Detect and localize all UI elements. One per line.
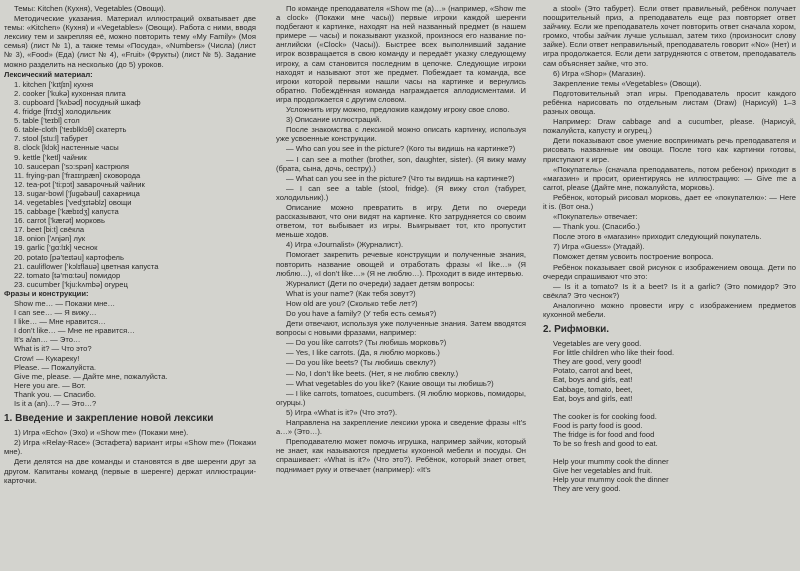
paragraph: Do you have a family? (У тебя есть семья?) — [286, 309, 437, 318]
paragraph: — Who can you see in the picture? (Кого ты видишь на картинке?) — [286, 144, 516, 154]
vocab-item: 13. sugar-bowl [’ʃugəbəul] сахарница — [14, 188, 140, 198]
column-3 — [543, 4, 796, 494]
column-2-text — [276, 4, 526, 474]
poem-line: They are very good. — [553, 484, 621, 494]
phrases-title: Фразы и конструкции: — [4, 288, 89, 298]
poem-line: For little children who like their food. — [553, 348, 675, 358]
paragraph: Дети показывают свое умение воспринимать речь преподавателя и рисовать названные им овощи. После того как картинки готовы, приступают к игре. — [543, 136, 796, 164]
phrase-item: I like… — Мне нравится… — [14, 317, 106, 327]
paragraph: a stool» (Это табурет). Если ответ правильный, ребёнок получает поощрительный приз, а преподаватель еще раз повторяет ответ зайчику. Если же преподаватель хочет повторить ответ сначала хором, громко, чтобы зайчик лучше услышал, затем тихо (произносит слову зайке). Если ответ неправильный, преподаватель говорит «No» (Нет) и игра продолжается. Если дети затрудняются с ответом, преподаватель сам объясняет зайке, что это. — [543, 4, 796, 68]
poem-line: The fridge is for food and food — [553, 429, 655, 439]
vocab-item: 22. tomato [tə’mɑ:təu] помидор — [14, 270, 121, 280]
paragraph: 5) Игра «What is it?» (Что это?). — [286, 407, 398, 417]
section-1-text — [4, 428, 256, 485]
vocab-item: 5. table [’teɪbl] стол — [14, 116, 80, 126]
poem-line: Eat, boys and girls, eat! — [553, 375, 633, 385]
paragraph: После знакомства с лексикой можно описать картинку, используя уже усвоенные конструкции. — [276, 125, 526, 144]
column-2 — [276, 4, 526, 475]
phrases-list — [4, 299, 256, 408]
paragraph: — Is it a tomato? Is it a beet? Is it a garlic? (Это помидор? Это свёкла? Это чеснок?) — [543, 281, 796, 300]
paragraph: Преподавателю может помочь игрушка, например зайчик, который не знает, как называются предметы кухонной мебели и посуды. Он спрашивает: «What is it?» (Что это?). Ребёнок, который знает ответ, поднимает руку и отвечает (например): «It’s — [276, 437, 526, 474]
paragraph: «Покупатель» отвечает: — [553, 212, 638, 222]
intro-block — [4, 4, 256, 69]
paragraph: 3) Описание иллюстраций. — [286, 115, 382, 125]
rhymes-poem — [543, 339, 796, 493]
vocab-item: 9. kettle [’ketl] чайник — [14, 152, 87, 162]
vocab-item: 8. clock [klɔk] настенные часы — [14, 143, 119, 153]
phrase-item: It’s a/an… — Это… — [14, 335, 81, 345]
paragraph: — I can see a mother (brother, son, daughter, sister). (Я вижу маму (брата, сына, дочь, сестру).) — [276, 154, 526, 173]
vocab-item: 19. garlic [’gɑ:lɪk] чеснок — [14, 243, 98, 253]
column-3-text — [543, 4, 796, 319]
phrase-item: I don’t like… — Мне не нравится… — [14, 326, 135, 336]
section-2-title: 2. Рифмовки. — [543, 324, 610, 336]
phrase-item: Here you are. — Вот. — [14, 380, 86, 390]
poem-line: Help your mummy cook the dinner — [553, 475, 669, 485]
paragraph: Усложнить игру можно, предложив каждому игроку свое слово. — [286, 105, 510, 115]
phrase-item: Please. — Пожалуйста. — [14, 362, 97, 372]
poem-line: Cabbage, tomato, beet, — [553, 384, 633, 394]
paragraph: Помогает закрепить речевые конструкции и полученные знания, повторить название овощей и отработать фразы «I like…» (Я люблю…), «I don’t like…» (Я не люблю…). Проходит в виде интервью. — [276, 250, 526, 278]
poem-line: Help your mummy cook the dinner — [553, 457, 669, 467]
vocab-item: 1. kitchen [’kɪtʃɪn] кухня — [14, 79, 94, 89]
vocabulary-list — [4, 80, 256, 289]
paragraph: Дети делятся на две команды и становятся в две шеренги друг за другом. Капитаны команд (первые в шеренге) держат иллюстрации-карточки. — [4, 457, 256, 485]
paragraph: 6) Игра «Shop» (Магазин). — [553, 68, 646, 78]
phrase-item: What is it? — Что это? — [14, 344, 92, 354]
paragraph: — Do you like beets? (Ты любишь свеклу?) — [286, 358, 436, 368]
paragraph: После этого в «магазин» приходит следующий покупатель. — [553, 232, 762, 242]
paragraph: What is your name? (Как тебя зовут?) — [286, 288, 416, 298]
paragraph: Темы: Kitchen (Кухня), Vegetables (Овощи). — [14, 4, 166, 13]
paragraph: Подготовительный этап игры. Преподаватель просит каждого ребёнка нарисовать по отдельным листам (Draw) (Нарисуй) 1–3 разных овоща. — [543, 88, 796, 117]
phrase-item: Give me, please. — Дайте мне, пожалуйста. — [14, 371, 168, 381]
vocab-item: 16. carrot [’kærət] морковь — [14, 216, 105, 226]
paragraph: 1) Игра «Echo» (Эхо) и «Show me» (Покажи мне). — [14, 428, 189, 438]
poem-line: The cooker is for cooking food. — [553, 411, 657, 421]
vocab-item: 15. cabbage [’kæbɪdʒ] капуста — [14, 207, 119, 217]
vocab-item: 23. cucumber [’kju:kʌmbə] огурец — [14, 279, 128, 289]
paragraph: Журналист (Дети по очереди) задает детям вопросы: — [286, 278, 475, 288]
paragraph: — I like carrots, tomatoes, cucumbers. (Я люблю морковь, помидоры, огурцы.) — [276, 388, 526, 407]
paragraph: Дети отвечают, используя уже полученные знания. Затем вводятся вопросы с новыми фразами, например: — [276, 319, 526, 338]
paragraph: How old are you? (Сколько тебе лет?) — [286, 298, 418, 308]
paragraph: Методические указания. Материал иллюстраций охватывает две темы: «Kitchen» (Кухня) и «Vegetables» (Овощи). Работа с ними, вводя лексику тем и закрепляя её, можно повторить тему «My Family» (Моя семья) (лист № 1), а также темы «Посуда», «Numbers» (Числа) (лист № 3), «Food» (Еда) (лист № 4), «Fruit» (Фрукты) (лист № 5). Задание можно разделить на несколько (до 5) уроков. — [4, 14, 256, 69]
paragraph: — Thank you. (Спасибо.) — [553, 222, 640, 232]
column-1 — [4, 4, 256, 486]
paragraph: Ребёнок, который рисовал морковь, дает ее «покупателю»: — Here it is. (Вот она.) — [543, 192, 796, 211]
poem-line: To be so fresh and good to eat. — [553, 439, 658, 449]
paragraph: — Yes, I like carrots. (Да, я люблю морковь.) — [286, 348, 440, 358]
paragraph: Описание можно превратить в игру. Дети по очереди рассказывают, что они видят на картинке. Кто затрудняется со своим ответом, тот выбывает из игры. Выигрывает тот, кто пропустит меньше ходов. — [276, 202, 526, 240]
paragraph: 2) Игра «Relay-Race» (Эстафета) вариант игры «Show me» (Покажи мне). — [4, 438, 256, 457]
poem-line: Potato, carrot and beet, — [553, 366, 633, 376]
phrase-item: Thank you. — Спасибо. — [14, 389, 96, 399]
poem-line: Give her vegetables and fruit. — [553, 466, 653, 476]
vocab-item: 3. cupboard [’kʌbəd] посудный шкаф — [14, 97, 141, 107]
paragraph: Закрепление темы «Vegetables» (Овощи). — [553, 78, 702, 88]
phrase-item: Show me… — Покажи мне… — [14, 299, 116, 308]
paragraph: По команде преподавателя «Show me (a)…» (например, «Show me a clock» (Покажи мне часы)) первые игроки каждой шеренги подбегают к картинке, находят на ней названный предмет (в нашем примере — часы) и показывают указкой, произнося его название по-английски («Clock» (Часы)). Быстрее всех выполнивший задание игрок возвращается в свою команду и передаёт указку следующему игроку, а сам становится последним в цепочке. Следующие игроки находят и называют этот же предмет. Побеждает та команда, все игроки которой первыми нашли часы на картинке и вернулись обратно. Побеждённая команда награждается аплодисментами. И игра продолжается с другим словом. — [276, 4, 526, 104]
paragraph: — Do you like carrots? (Ты любишь морковь?) — [286, 338, 447, 348]
poem-line — [553, 448, 796, 457]
poem-line: Vegetables are very good. — [553, 339, 642, 349]
paragraph: Например: Draw cabbage and a cucumber, please. (Нарисуй, пожалуйста, капусту и огурец.) — [543, 117, 796, 136]
phrase-item: I can see… — Я вижу… — [14, 308, 97, 318]
vocab-item: 18. onion [’ʌnjən] лук — [14, 234, 86, 244]
paragraph: Поможет детям усвоить построение вопроса. — [553, 252, 714, 262]
poem-line — [553, 403, 796, 412]
vocab-item: 10. saucepan [’sɔ:spən] кастрюля — [14, 161, 130, 171]
paragraph: — What vegetables do you like? (Какие овощи ты любишь?) — [286, 378, 494, 388]
vocab-item: 11. frying-pan [’fraɪɪŋpæn] сковорода — [14, 170, 141, 180]
paragraph: — No, I don’t like beets. (Нет, я не люблю свеклу.) — [286, 368, 459, 378]
paragraph: «Покупатель» (сначала преподаватель, потом ребенок) приходит в «магазин» и просит, ориентируясь не иллюстрацию: — Give me a carrot, please (Дайте мне, пожалуйста, морковь). — [543, 164, 796, 192]
phrase-item: Crow! — Кукареку! — [14, 353, 80, 363]
paragraph: Аналогично можно провести игру с изображением предметов кухонной мебели. — [543, 300, 796, 319]
paragraph: — I can see a table (stool, fridge). (Я вижу стол (табурет, холодильник).) — [276, 183, 526, 202]
poem-line: Eat, boys and girls, eat! — [553, 393, 633, 403]
phrase-item: Is it a (an)…? — Это…? — [14, 399, 97, 409]
paragraph: — What can you see in the picture? (Что ты видишь на картинке?) — [286, 173, 515, 183]
vocab-item: 12. tea-pot [’ti:pɔt] заварочный чайник — [14, 179, 145, 189]
paragraph: 4) Игра «Journalist» (Журналист). — [286, 240, 404, 250]
vocab-title: Лексический материал: — [4, 69, 93, 79]
paragraph: Ребёнок показывает свой рисунок с изображением овоща. Дети по очереди спрашивают что это: — [543, 262, 796, 281]
poem-line: They are good, very good! — [553, 357, 642, 367]
section-1-title: 1. Введение и закрепление новой лексики — [4, 413, 214, 425]
vocab-item: 4. fridge [frɪdʒ] холодильник — [14, 107, 111, 117]
vocab-item: 17. beet [bi:t] свёкла — [14, 225, 85, 235]
paragraph: Направлена на закрепление лексики урока и сведение фразы «It’s a…» (Это…). — [276, 418, 526, 437]
vocab-item: 14. vegetables [’vedʒɪtəblz] овощи — [14, 197, 132, 207]
vocab-item: 2. cooker [’kukə] кухонная плита — [14, 88, 126, 98]
vocab-item: 7. stool [stu:l] табурет — [14, 134, 89, 144]
paragraph: 7) Игра «Guess» (Угадай). — [553, 242, 645, 252]
poem-line: Food is party food is good. — [553, 420, 643, 430]
vocab-item: 21. cauliflower [’kɔlɪflauə] цветная капуста — [14, 261, 159, 271]
vocab-item: 6. table-cloth [’teɪblklɔθ] скатерть — [14, 125, 127, 135]
vocab-item: 20. potato [pə’teɪtəu] картофель — [14, 252, 124, 262]
